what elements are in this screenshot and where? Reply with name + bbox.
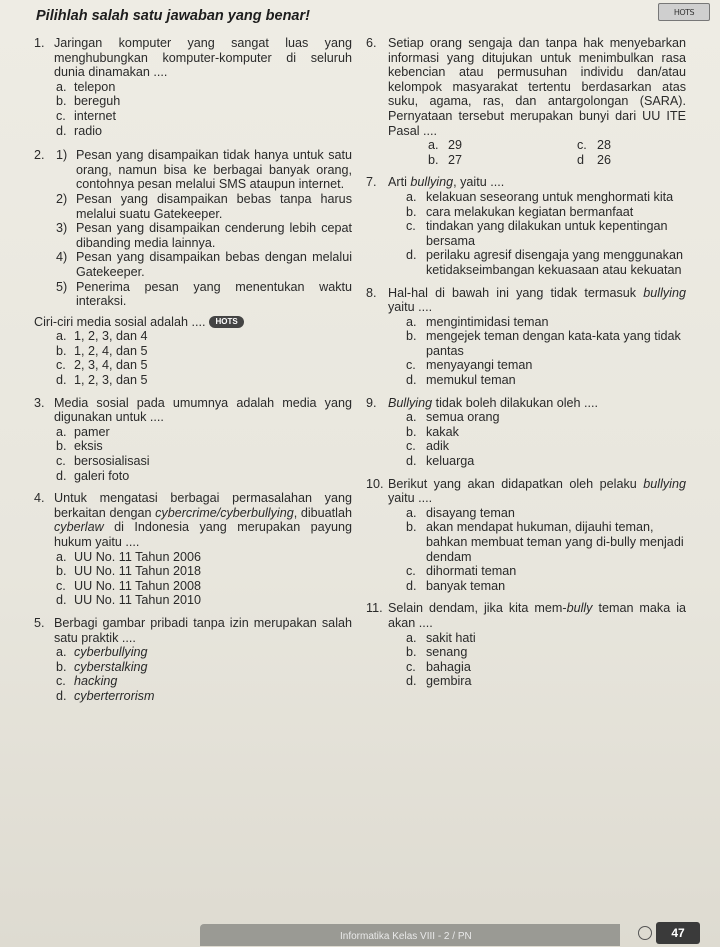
question-5 <box>34 616 352 704</box>
option-d[interactable]: d. UU No. 11 Tahun 2010 <box>56 593 201 608</box>
option-b[interactable]: b. UU No. 11 Tahun 2018 <box>56 564 201 579</box>
option-b[interactable]: b. cyberstalking <box>56 659 148 674</box>
question-text: Bullying tidak boleh dilakukan oleh .... <box>388 395 599 410</box>
question-text: Setiap orang sengaja dan tanpa hak menyebarkan informasi yang ditujukan untuk menimbulkan rasa kebencian atau permusuhan individu dan/atau kelompok masyarakat tertentu berdasarkan atas suku, agama, ras, dan antargolongan (SARA). Pernyataan tersebut merupakan bunyi dari UU ITE Pasal .... <box>388 36 686 138</box>
question-11 <box>366 601 686 689</box>
question-10 <box>366 477 686 594</box>
question-number: 6. <box>366 36 377 50</box>
statement-3: 3) Pesan yang disampaikan cenderung lebih cepat dibanding media lainnya. <box>56 221 352 250</box>
option-b[interactable]: b. kakak <box>406 424 459 439</box>
option-d[interactable]: d. gembira <box>406 674 472 689</box>
question-number: 9. <box>366 395 377 410</box>
circle-icon <box>638 926 652 940</box>
option-a[interactable]: a. 29 <box>428 138 463 153</box>
question-number: 5. <box>34 615 45 630</box>
question-stem: Ciri-ciri media sosial adalah .... HOTS <box>34 315 352 330</box>
option-b[interactable]: b. 1, 2, 4, dan 5 <box>56 343 148 358</box>
question-1 <box>34 36 352 138</box>
option-c[interactable]: c. adik <box>406 439 450 454</box>
statement-4: 4) Pesan yang disampaikan bebas dengan melalui Gatekeeper. <box>56 250 352 279</box>
question-9 <box>366 396 686 469</box>
option-a[interactable]: a. telepon <box>56 79 116 94</box>
question-number: 11. <box>366 601 383 616</box>
question-number: 8. <box>366 285 377 300</box>
option-c[interactable]: c. 28 <box>577 138 612 153</box>
question-text: Media sosial pada umumnya adalah media yang digunakan untuk .... <box>54 395 352 425</box>
question-number: 2. <box>34 148 45 163</box>
option-a[interactable]: a. semua orang <box>406 410 500 425</box>
option-b[interactable]: b. mengejek teman dengan kata-kata yang tidak pantas <box>406 329 681 358</box>
option-d[interactable]: d. radio <box>56 123 103 138</box>
option-c[interactable]: c. 2, 3, 4, dan 5 <box>56 358 148 373</box>
option-d[interactable]: d. memukul teman <box>406 373 516 388</box>
question-7 <box>366 175 686 277</box>
left-column <box>34 36 352 708</box>
option-c[interactable]: c. bersosialisasi <box>56 454 150 469</box>
option-a[interactable]: a. pamer <box>56 424 110 439</box>
question-number: 10. <box>366 476 384 491</box>
option-c[interactable]: c. bahagia <box>406 659 471 674</box>
option-b[interactable]: b. senang <box>406 645 468 660</box>
option-c[interactable]: c. menyayangi teman <box>406 358 533 373</box>
option-a[interactable]: a. 1, 2, 3, dan 4 <box>56 329 148 344</box>
option-b[interactable]: b. akan mendapat hukuman, dijauhi teman, bahkan membuat teman yang di-bully menjadi dendam <box>406 520 684 564</box>
question-number: 3. <box>34 395 45 410</box>
option-c[interactable]: c. tindakan yang dilakukan untuk kepentingan bersama <box>406 219 668 248</box>
question-number: 4. <box>34 491 45 506</box>
footer-text: Informatika Kelas VIII - 2 / PN <box>340 931 472 942</box>
option-c[interactable]: c. internet <box>56 108 117 123</box>
option-d[interactable]: d. perilaku agresif disengaja yang menggunakan ketidakseimbangan kekuasaan atau kekuatan <box>406 248 683 277</box>
hots-badge: HOTS <box>209 316 243 328</box>
option-a[interactable]: a. disayang teman <box>406 505 515 520</box>
question-4 <box>34 491 352 608</box>
option-d[interactable]: d. banyak teman <box>406 578 506 593</box>
statement-1: 1) Pesan yang disampaikan tidak hanya untuk satu orang, namun bisa ke berbagai banyak orang, contohnya pesan melalui SMS ataupun internet. <box>56 148 352 192</box>
hots-logo: HOTS <box>658 3 710 21</box>
question-number: 7. <box>366 175 377 190</box>
statement-2: 2) Pesan yang disampaikan bebas tanpa harus melalui suatu Gatekeeper. <box>56 191 352 221</box>
options-grid <box>366 138 686 167</box>
option-b[interactable]: b. bereguh <box>56 94 121 109</box>
option-a[interactable]: a. cyberbullying <box>56 645 148 660</box>
option-d[interactable]: d. keluarga <box>406 454 475 469</box>
right-column <box>366 36 686 693</box>
option-d[interactable]: d 26 <box>577 152 612 167</box>
option-d[interactable]: d. galeri foto <box>56 468 130 483</box>
question-6 <box>366 36 686 167</box>
question-text: Jaringan komputer yang sangat luas yang menghubungkan komputer-komputer di seluruh dunia dinamakan .... <box>54 36 352 80</box>
question-number: 1. <box>34 36 45 50</box>
question-text: Selain dendam, jika kita mem-bully teman maka ia akan .... <box>388 601 686 630</box>
question-text: Berbagi gambar pribadi tanpa izin merupakan salah satu praktik .... <box>54 615 352 645</box>
option-a[interactable]: a. mengintimidasi teman <box>406 314 549 329</box>
question-text: Hal-hal di bawah ini yang tidak termasuk bullying yaitu .... <box>388 285 686 315</box>
option-b[interactable]: b. 27 <box>428 152 463 167</box>
option-d[interactable]: d. 1, 2, 3, dan 5 <box>56 373 148 388</box>
option-b[interactable]: b. eksis <box>56 439 103 454</box>
page-number: 47 <box>656 922 700 944</box>
statement-5: 5) Penerima pesan yang menentukan waktu interaksi. <box>56 279 352 309</box>
question-2 <box>34 148 352 388</box>
question-8 <box>366 286 686 388</box>
option-c[interactable]: c. hacking <box>56 674 118 689</box>
question-text: Untuk mengatasi berbagai permasalahan yang berkaitan dengan cybercrime/cyberbullying, dibuatlah cyberlaw di Indonesia yang merupakan payung hukum yaitu .... <box>54 491 352 549</box>
question-text: Berikut yang akan didapatkan oleh pelaku bullying yaitu .... <box>388 476 686 506</box>
option-a[interactable]: a. kelakuan seseorang untuk menghormati kita <box>406 189 674 204</box>
instructions-heading: Pilihlah salah satu jawaban yang benar! <box>36 8 310 24</box>
question-text: Arti bullying, yaitu .... <box>388 175 505 190</box>
option-c[interactable]: c. dihormati teman <box>406 564 517 579</box>
option-d[interactable]: d. cyberterrorism <box>56 688 155 703</box>
option-a[interactable]: a. UU No. 11 Tahun 2006 <box>56 549 201 564</box>
option-a[interactable]: a. sakit hati <box>406 630 476 645</box>
question-3 <box>34 396 352 484</box>
option-c[interactable]: c. UU No. 11 Tahun 2008 <box>56 578 201 593</box>
option-b[interactable]: b. cara melakukan kegiatan bermanfaat <box>406 204 634 219</box>
